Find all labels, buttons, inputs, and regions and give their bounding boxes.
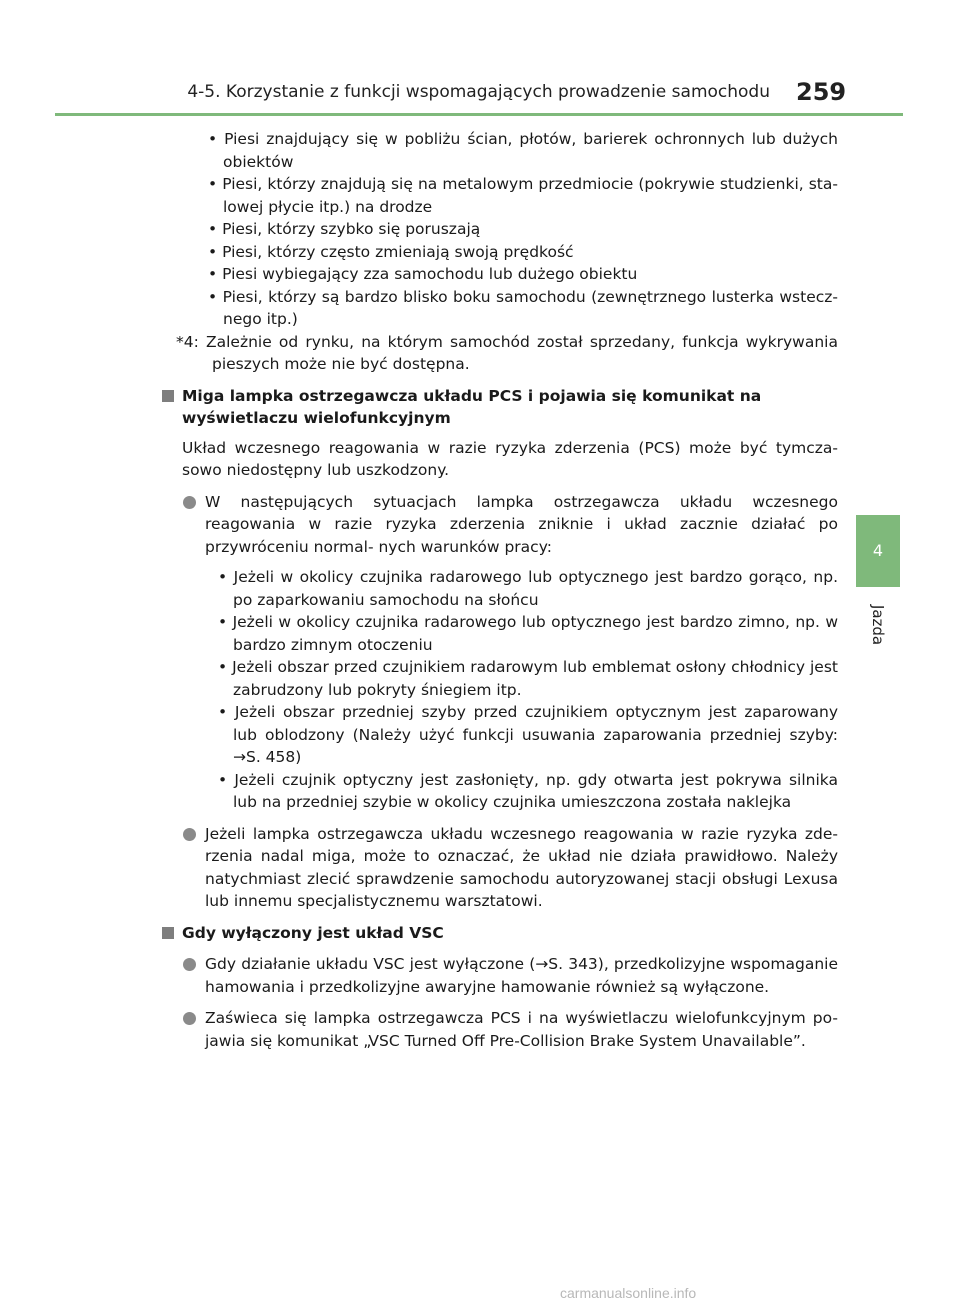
- circle-bullet-icon: [183, 1012, 196, 1025]
- bullet-item: • Piesi, którzy często zmieniają swoją prędkość: [208, 242, 574, 261]
- bullet-item: • Piesi wybiegający zza samochodu lub dużego obiektu: [208, 265, 638, 283]
- bullet-item: • Piesi, którzy są bardzo blisko boku samochodu (zewnętrznego lusterka wstecz- nego itp.): [208, 287, 838, 328]
- circle-bullet-icon: [183, 496, 196, 509]
- bullet-item: • Piesi, którzy szybko się poruszają: [208, 220, 481, 238]
- circle-point: W następujących sytuacjach lampka ostrzegawcza układu wczesnego reagowania w razie ryzyka zderzenia zniknie i układ zacznie działać po przywróceniu normal- nych warunków pracy:: [160, 491, 838, 559]
- page-content: [160, 128, 838, 1052]
- square-bullet-icon: [162, 390, 174, 402]
- section-body: Układ wczesnego reagowania w razie ryzyka zderzenia (PCS) może być tymcza- sowo niedostępny lub uszkodzony.: [182, 438, 838, 479]
- sub-bullet-item: • Jeżeli w okolicy czujnika radarowego lub optycznego jest bardzo zimno, np. w bardzo zimnym otoczeniu: [218, 613, 839, 654]
- square-bullet-icon: [162, 927, 174, 939]
- circle-point: Zaświeca się lampka ostrzegawcza PCS i na wyświetlaczu wielofunkcyjnym po- jawia się komunikat „VSC Turned Off Pre-Collision Brake System Unavailable”.: [160, 1007, 838, 1052]
- circle-bullet-icon: [183, 828, 196, 841]
- circle-point: Jeżeli lampka ostrzegawcza układu wczesnego reagowania w razie ryzyka zde- rzenia nadal miga, może to oznaczać, że układ nie działa prawidłowo. Należy natychmiast zlecić sprawdzenie samochodu autoryzowanej stacji obsługi Lexusa lub innemu specjalistycznemu warsztatowi.: [160, 823, 838, 913]
- circle-point: Gdy działanie układu VSC jest wyłączone (→S. 343), przedkolizyjne wspomaganie hamowania i przedkolizyjne awaryjne hamowanie również są wyłączone.: [160, 953, 838, 998]
- chapter-tab: 4: [856, 515, 900, 587]
- bullet-item: • Piesi, którzy znajdują się na metalowym przedmiocie (pokrywie studzienki, sta- lowej płycie itp.) na drodze: [208, 175, 838, 216]
- watermark: carmanualsonline.info: [560, 1285, 697, 1301]
- page-header: [0, 0, 960, 120]
- sub-bullet-item: • Jeżeli czujnik optyczny jest zasłonięty, np. gdy otwarta jest pokrywa silnika lub na przedniej szybie w okolicy czujnika umieszczona została naklejka: [218, 770, 838, 811]
- sub-bullet-item: • Jeżeli obszar przed czujnikiem radarowym lub emblemat osłony chłodnicy jest zabrudzony lub pokryty śniegiem itp.: [218, 658, 838, 699]
- sub-bullet-item: • Jeżeli obszar przedniej szyby przed czujnikiem optycznym jest zaparowany lub oblodzony (Należy użyć funkcji usuwania zaparowania przedniej szyby: →S. 458): [218, 703, 838, 766]
- section-heading: Gdy wyłączony jest układ VSC: [160, 922, 838, 945]
- footnote: *4: Zależnie od rynku, na którym samochód został sprzedany, funkcja wykrywania pieszych może nie być dostępna.: [176, 332, 838, 373]
- sub-bullet-item: • Jeżeli w okolicy czujnika radarowego lub optycznego jest bardzo gorąco, np. po zaparkowaniu samochodu na słońcu: [218, 568, 838, 609]
- chapter-label: [856, 595, 900, 655]
- chapter-label-text: Jazda: [869, 604, 887, 646]
- circle-bullet-icon: [183, 958, 196, 971]
- header-divider: [55, 113, 903, 116]
- bullet-item: • Piesi znajdujący się w pobliżu ścian, płotów, barierek ochronnych lub dużych obiektów: [208, 130, 838, 171]
- section-heading: Miga lampka ostrzegawcza układu PCS i pojawia się komunikat na wyświetlaczu wielofunkcyjnym: [160, 385, 838, 430]
- page-number: 259: [796, 78, 847, 106]
- section-title: 4-5. Korzystanie z funkcji wspomagających prowadzenie samochodu: [187, 82, 770, 102]
